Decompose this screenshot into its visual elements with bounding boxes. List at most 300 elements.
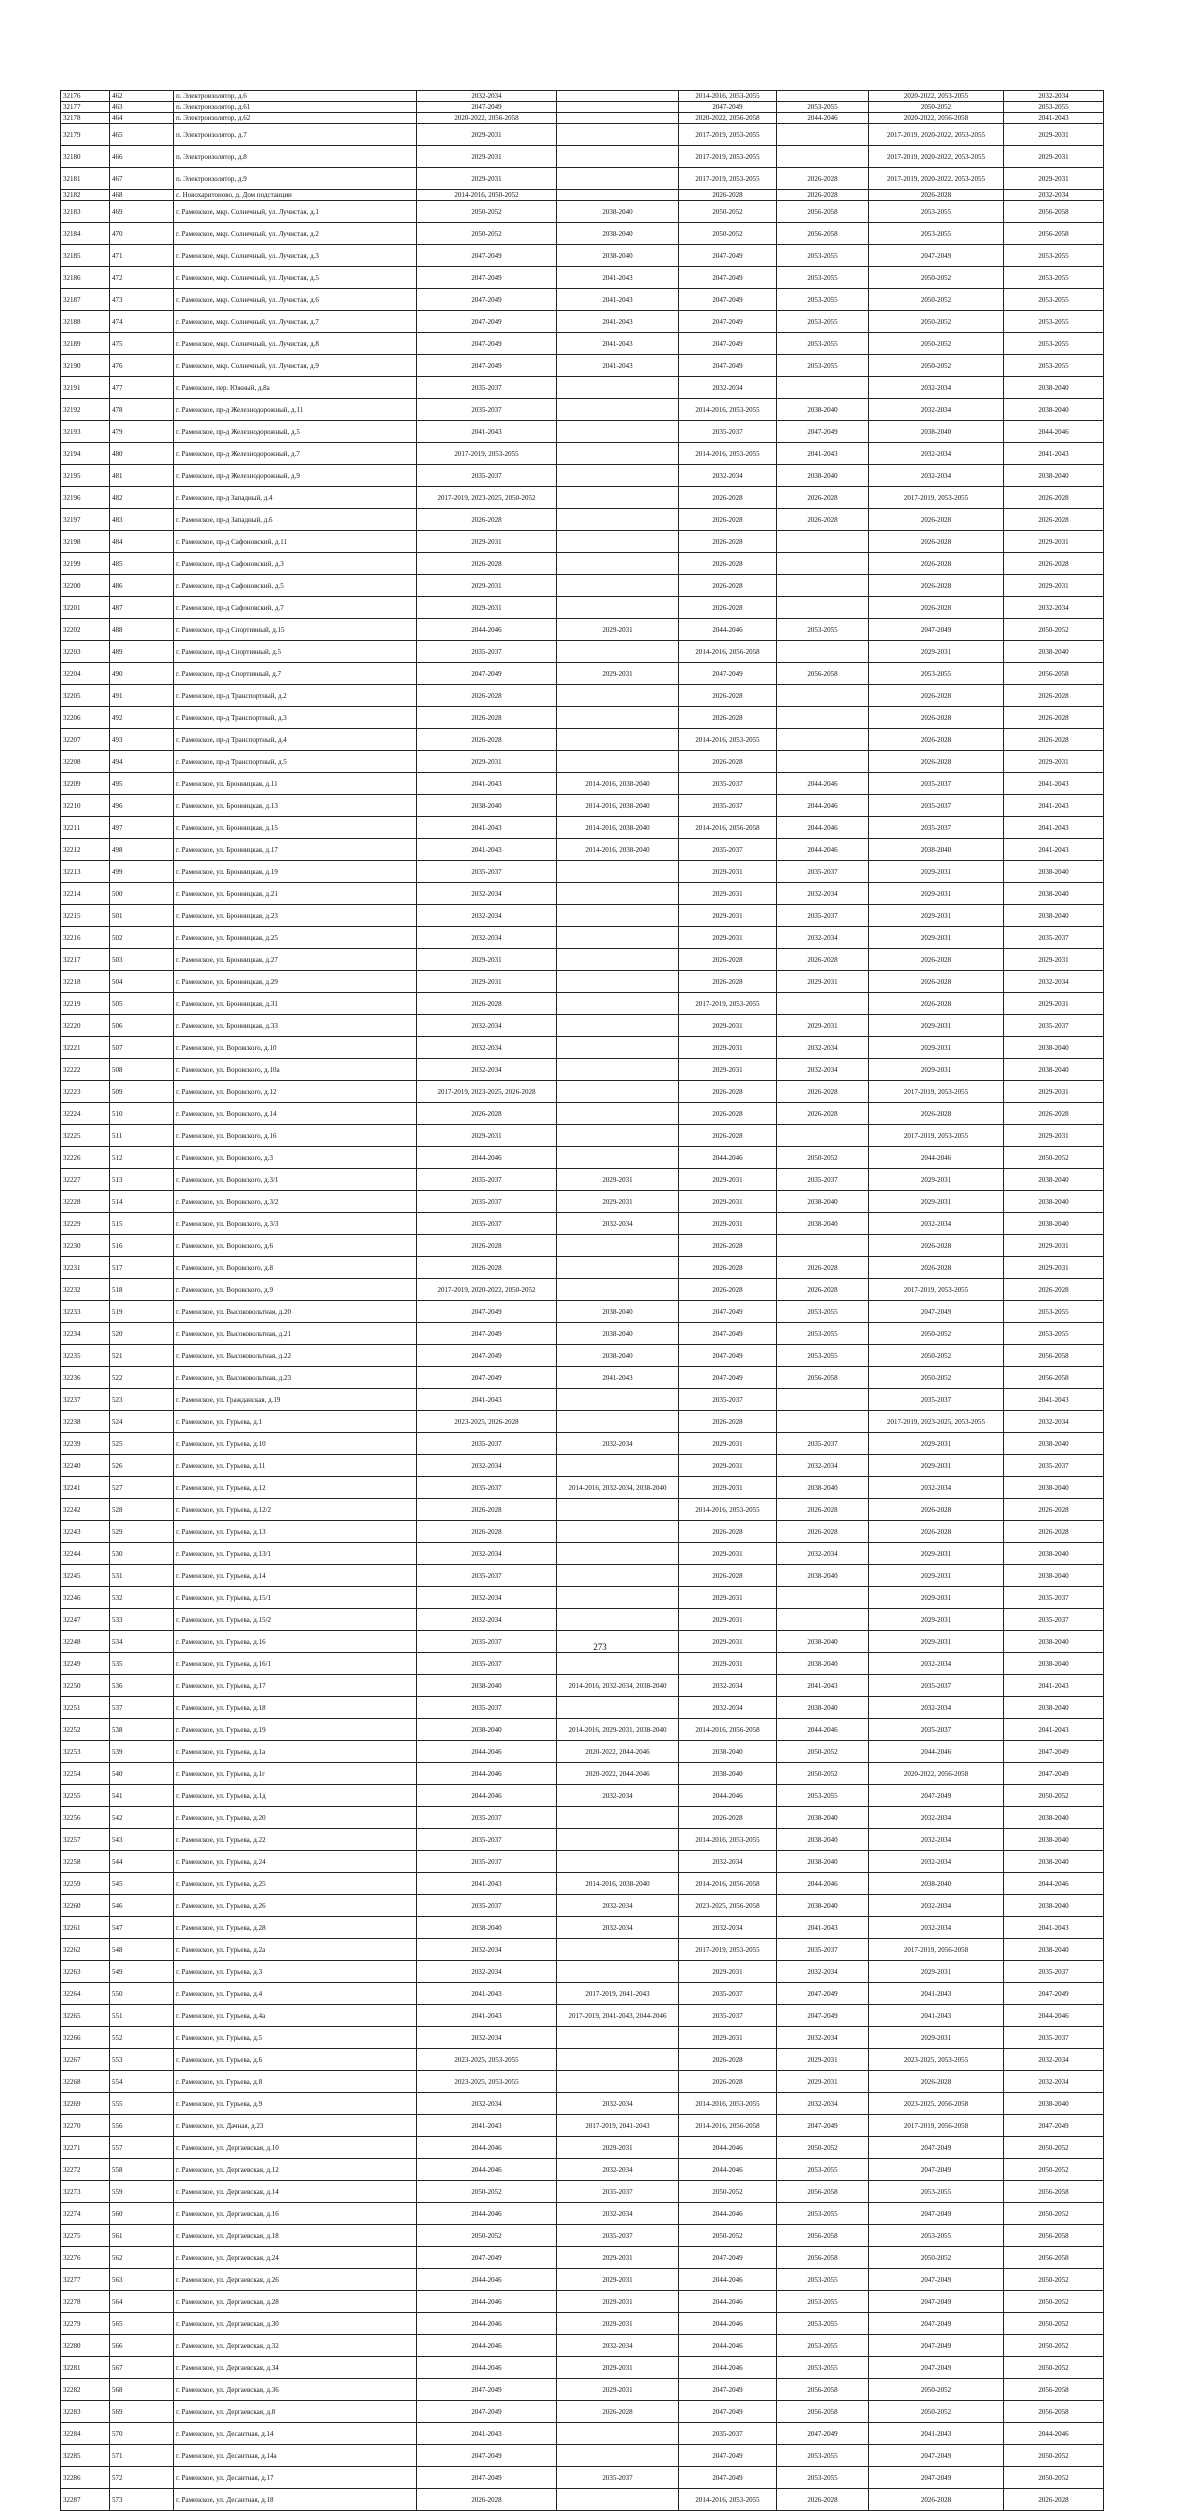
row-number-cell: 32285 [61,2445,110,2467]
address-cell: г. Раменское, ул. Дачная, д.23 [174,2115,417,2137]
period-cell-5: 2020-2022, 2056-2058 [869,1763,1004,1785]
period-cell-1: 2026-2028 [417,729,557,751]
period-cell-2 [557,1279,679,1301]
period-cell-6: 2053-2055 [1004,311,1104,333]
period-cell-3: 2029-2031 [679,1587,777,1609]
table-row [61,443,1104,465]
period-cell-3: 2047-2049 [679,267,777,289]
period-cell-3: 2035-2037 [679,795,777,817]
period-cell-2: 2038-2040 [557,1345,679,1367]
address-cell: с. Новохаритоново, д. Дом подстанции [174,190,417,201]
period-cell-2 [557,1521,679,1543]
period-cell-1: 2038-2040 [417,1917,557,1939]
period-cell-4: 2044-2046 [777,1719,869,1741]
period-cell-1: 2032-2034 [417,1455,557,1477]
item-number-cell: 544 [110,1851,174,1873]
period-cell-2: 2032-2034 [557,2159,679,2181]
period-cell-1: 2044-2046 [417,1147,557,1169]
row-number-cell: 32186 [61,267,110,289]
period-cell-3: 2044-2046 [679,1147,777,1169]
period-cell-1: 2029-2031 [417,575,557,597]
table-row [61,333,1104,355]
table-row [61,1433,1104,1455]
period-cell-5: 2026-2028 [869,531,1004,553]
period-cell-1: 2047-2049 [417,2401,557,2423]
address-cell: г. Раменское, мкр. Солнечный, ул. Лучистая, д.6 [174,289,417,311]
row-number-cell: 32228 [61,1191,110,1213]
row-number-cell: 32227 [61,1169,110,1191]
address-cell: г. Раменское, пр-д Западный, д.4 [174,487,417,509]
period-cell-4: 2038-2040 [777,1697,869,1719]
row-number-cell: 32221 [61,1037,110,1059]
period-cell-2 [557,102,679,113]
period-cell-2: 2014-2016, 2038-2040 [557,1873,679,1895]
period-cell-6: 2041-2043 [1004,1719,1104,1741]
row-number-cell: 32233 [61,1301,110,1323]
period-cell-1: 2047-2049 [417,2445,557,2467]
period-cell-2 [557,597,679,619]
period-cell-5: 2029-2031 [869,1609,1004,1631]
period-cell-2: 2041-2043 [557,355,679,377]
period-cell-6: 2029-2031 [1004,531,1104,553]
address-cell: г. Раменское, ул. Бронницкая, д.15 [174,817,417,839]
table-row [61,91,1104,102]
table-row [61,531,1104,553]
period-cell-6: 2038-2040 [1004,861,1104,883]
table-row [61,1323,1104,1345]
period-cell-5: 2026-2028 [869,190,1004,201]
item-number-cell: 499 [110,861,174,883]
period-cell-6: 2050-2052 [1004,2203,1104,2225]
table-row [61,2247,1104,2269]
period-cell-2 [557,2489,679,2511]
row-number-cell: 32235 [61,1345,110,1367]
period-cell-1: 2035-2037 [417,1433,557,1455]
period-cell-4: 2044-2046 [777,1873,869,1895]
item-number-cell: 474 [110,311,174,333]
period-cell-5: 2029-2031 [869,1169,1004,1191]
table-row [61,1279,1104,1301]
period-cell-4: 2032-2034 [777,2027,869,2049]
period-cell-4: 2038-2040 [777,1631,869,1653]
period-cell-6: 2026-2028 [1004,1499,1104,1521]
address-cell: г. Раменское, ул. Бронницкая, д.19 [174,861,417,883]
period-cell-5: 2032-2034 [869,377,1004,399]
period-cell-6: 2038-2040 [1004,1807,1104,1829]
row-number-cell: 32222 [61,1059,110,1081]
period-cell-1: 2032-2034 [417,1961,557,1983]
period-cell-5: 2017-2019, 2023-2025, 2053-2055 [869,1411,1004,1433]
period-cell-1: 2017-2019, 2023-2025, 2026-2028 [417,1081,557,1103]
period-cell-1: 2035-2037 [417,1565,557,1587]
period-cell-6: 2056-2058 [1004,2181,1104,2203]
period-cell-6: 2056-2058 [1004,663,1104,685]
item-number-cell: 558 [110,2159,174,2181]
period-cell-5: 2050-2052 [869,311,1004,333]
period-cell-1: 2026-2028 [417,1257,557,1279]
period-cell-6: 2056-2058 [1004,2379,1104,2401]
period-cell-4 [777,707,869,729]
item-number-cell: 468 [110,190,174,201]
period-cell-3: 2032-2034 [679,1697,777,1719]
period-cell-2 [557,1081,679,1103]
row-number-cell: 32205 [61,685,110,707]
period-cell-6: 2026-2028 [1004,707,1104,729]
period-cell-3: 2035-2037 [679,773,777,795]
period-cell-5: 2026-2028 [869,729,1004,751]
period-cell-4: 2038-2040 [777,1191,869,1213]
period-cell-4: 2053-2055 [777,355,869,377]
period-cell-4: 2053-2055 [777,1345,869,1367]
address-cell: г. Раменское, мкр. Солнечный, ул. Лучистая, д.3 [174,245,417,267]
row-number-cell: 32229 [61,1213,110,1235]
item-number-cell: 560 [110,2203,174,2225]
period-cell-1: 2029-2031 [417,751,557,773]
period-cell-4: 2053-2055 [777,2467,869,2489]
table-row [61,124,1104,146]
item-number-cell: 476 [110,355,174,377]
period-cell-1: 2041-2043 [417,1873,557,1895]
period-cell-3: 2026-2028 [679,971,777,993]
item-number-cell: 526 [110,1455,174,1477]
period-cell-4: 2053-2055 [777,1301,869,1323]
table-row [61,2379,1104,2401]
period-cell-2 [557,1587,679,1609]
table-row [61,2225,1104,2247]
period-cell-3: 2026-2028 [679,751,777,773]
period-cell-1: 2035-2037 [417,1213,557,1235]
period-cell-4: 2056-2058 [777,2181,869,2203]
period-cell-3: 2017-2019, 2053-2055 [679,146,777,168]
period-cell-4: 2026-2028 [777,190,869,201]
item-number-cell: 533 [110,1609,174,1631]
table-row [61,1587,1104,1609]
row-number-cell: 32282 [61,2379,110,2401]
period-cell-2 [557,1565,679,1587]
period-cell-6: 2026-2028 [1004,553,1104,575]
period-cell-6: 2056-2058 [1004,2225,1104,2247]
period-cell-6: 2026-2028 [1004,1279,1104,1301]
period-cell-2 [557,1125,679,1147]
period-cell-5: 2047-2049 [869,2335,1004,2357]
period-cell-6: 2050-2052 [1004,2467,1104,2489]
period-cell-2: 2032-2034 [557,2203,679,2225]
period-cell-2 [557,1235,679,1257]
row-number-cell: 32212 [61,839,110,861]
period-cell-1: 2035-2037 [417,1191,557,1213]
period-cell-6: 2026-2028 [1004,729,1104,751]
item-number-cell: 541 [110,1785,174,1807]
row-number-cell: 32250 [61,1675,110,1697]
period-cell-2: 2032-2034 [557,1917,679,1939]
period-cell-6: 2035-2037 [1004,2027,1104,2049]
period-cell-5: 2041-2043 [869,2005,1004,2027]
row-number-cell: 32204 [61,663,110,685]
period-cell-2: 2014-2016, 2038-2040 [557,817,679,839]
period-cell-5: 2026-2028 [869,971,1004,993]
period-cell-4: 2053-2055 [777,1785,869,1807]
row-number-cell: 32214 [61,883,110,905]
period-cell-2: 2029-2031 [557,2357,679,2379]
address-cell: г. Раменское, ул. Бронницкая, д.23 [174,905,417,927]
period-cell-3: 2026-2028 [679,1103,777,1125]
item-number-cell: 475 [110,333,174,355]
period-cell-1: 2044-2046 [417,1785,557,1807]
item-number-cell: 503 [110,949,174,971]
period-cell-6: 2032-2034 [1004,190,1104,201]
item-number-cell: 549 [110,1961,174,1983]
period-cell-3: 2029-2031 [679,1477,777,1499]
table-row [61,1213,1104,1235]
item-number-cell: 480 [110,443,174,465]
address-cell: г. Раменское, ул. Гурьева, д.13/1 [174,1543,417,1565]
period-cell-5: 2017-2019, 2020-2022, 2053-2055 [869,146,1004,168]
period-cell-3: 2014-2016, 2053-2055 [679,91,777,102]
period-cell-5: 2026-2028 [869,2071,1004,2093]
table-row [61,355,1104,377]
table-row [61,2423,1104,2445]
address-cell: г. Раменское, ул. Дергаевская, д.36 [174,2379,417,2401]
period-cell-2 [557,641,679,663]
table-row [61,1829,1104,1851]
row-number-cell: 32257 [61,1829,110,1851]
item-number-cell: 478 [110,399,174,421]
address-cell: г. Раменское, ул. Дергаевская, д.28 [174,2291,417,2313]
period-cell-6: 2044-2046 [1004,421,1104,443]
period-cell-6: 2032-2034 [1004,1411,1104,1433]
row-number-cell: 32266 [61,2027,110,2049]
period-cell-3: 2035-2037 [679,1389,777,1411]
period-cell-2: 2035-2037 [557,2225,679,2247]
table-row [61,113,1104,124]
item-number-cell: 540 [110,1763,174,1785]
period-cell-6: 2041-2043 [1004,113,1104,124]
item-number-cell: 513 [110,1169,174,1191]
period-cell-4: 2026-2028 [777,1521,869,1543]
row-number-cell: 32286 [61,2467,110,2489]
period-cell-5: 2029-2031 [869,1433,1004,1455]
table-row [61,2489,1104,2511]
row-number-cell: 32287 [61,2489,110,2511]
period-cell-4: 2056-2058 [777,663,869,685]
period-cell-4: 2053-2055 [777,2203,869,2225]
table-row [61,2093,1104,2115]
period-cell-1: 2032-2034 [417,883,557,905]
period-cell-4: 2050-2052 [777,1147,869,1169]
address-cell: г. Раменское, ул. Гурьева, д.25 [174,1873,417,1895]
period-cell-1: 2032-2034 [417,927,557,949]
period-cell-4: 2032-2034 [777,927,869,949]
period-cell-6: 2038-2040 [1004,1829,1104,1851]
period-cell-2 [557,146,679,168]
period-cell-6: 2050-2052 [1004,2335,1104,2357]
item-number-cell: 547 [110,1917,174,1939]
item-number-cell: 488 [110,619,174,641]
period-cell-5: 2053-2055 [869,223,1004,245]
table-row [61,223,1104,245]
address-cell: г. Раменское, пр-д Спортивный, д.5 [174,641,417,663]
period-cell-2: 2029-2031 [557,2379,679,2401]
period-cell-3: 2047-2049 [679,663,777,685]
item-number-cell: 465 [110,124,174,146]
period-cell-1: 2035-2037 [417,1477,557,1499]
period-cell-5: 2044-2046 [869,1741,1004,1763]
period-cell-4: 2035-2037 [777,1939,869,1961]
period-cell-3: 2035-2037 [679,2005,777,2027]
period-cell-1: 2041-2043 [417,2005,557,2027]
period-cell-4: 2035-2037 [777,1169,869,1191]
period-cell-3: 2026-2028 [679,509,777,531]
period-cell-5: 2047-2049 [869,2137,1004,2159]
period-cell-4: 2053-2055 [777,267,869,289]
period-cell-1: 2035-2037 [417,465,557,487]
period-cell-3: 2026-2028 [679,1279,777,1301]
period-cell-3: 2026-2028 [679,1257,777,1279]
period-cell-1: 2026-2028 [417,707,557,729]
row-number-cell: 32267 [61,2049,110,2071]
address-cell: г. Раменское, ул. Высоковольтная, д.21 [174,1323,417,1345]
period-cell-4: 2038-2040 [777,465,869,487]
period-cell-2 [557,1389,679,1411]
item-number-cell: 508 [110,1059,174,1081]
table-row [61,201,1104,223]
address-cell: г. Раменское, ул. Гурьева, д.1а [174,1741,417,1763]
period-cell-3: 2014-2016, 2053-2055 [679,399,777,421]
address-cell: г. Раменское, ул. Дергаевская, д.26 [174,2269,417,2291]
address-cell: г. Раменское, пр-д Сафоновский, д.7 [174,597,417,619]
item-number-cell: 483 [110,509,174,531]
row-number-cell: 32277 [61,2269,110,2291]
address-cell: г. Раменское, ул. Гурьева, д.20 [174,1807,417,1829]
period-cell-1: 2047-2049 [417,663,557,685]
period-cell-5: 2047-2049 [869,2357,1004,2379]
period-cell-4: 2029-2031 [777,2071,869,2093]
table-row [61,1059,1104,1081]
period-cell-1: 2035-2037 [417,861,557,883]
row-number-cell: 32183 [61,201,110,223]
period-cell-6: 2050-2052 [1004,2357,1104,2379]
housing-repair-schedule-table [60,90,1104,2511]
table-row [61,2027,1104,2049]
address-cell: г. Раменское, ул. Гурьева, д.16/1 [174,1653,417,1675]
table-row [61,2401,1104,2423]
period-cell-5: 2026-2028 [869,993,1004,1015]
period-cell-4: 2035-2037 [777,905,869,927]
period-cell-5: 2029-2031 [869,1587,1004,1609]
address-cell: г. Раменское, ул. Бронницкая, д.21 [174,883,417,905]
period-cell-5: 2017-2019, 2053-2055 [869,1279,1004,1301]
period-cell-2: 2041-2043 [557,311,679,333]
item-number-cell: 569 [110,2401,174,2423]
period-cell-6: 2035-2037 [1004,1455,1104,1477]
period-cell-5: 2026-2028 [869,949,1004,971]
period-cell-5: 2029-2031 [869,2027,1004,2049]
period-cell-1: 2044-2046 [417,619,557,641]
item-number-cell: 537 [110,1697,174,1719]
period-cell-5: 2017-2019, 2056-2058 [869,1939,1004,1961]
period-cell-2 [557,1147,679,1169]
address-cell: г. Раменское, ул. Десантная, д.14 [174,2423,417,2445]
row-number-cell: 32246 [61,1587,110,1609]
period-cell-6: 2029-2031 [1004,1125,1104,1147]
period-cell-1: 2035-2037 [417,1631,557,1653]
period-cell-3: 2014-2016, 2053-2055 [679,1499,777,1521]
period-cell-6: 2038-2040 [1004,1851,1104,1873]
address-cell: г. Раменское, ул. Гурьева, д.19 [174,1719,417,1741]
item-number-cell: 561 [110,2225,174,2247]
row-number-cell: 32243 [61,1521,110,1543]
period-cell-1: 2026-2028 [417,1499,557,1521]
period-cell-4: 2038-2040 [777,1653,869,1675]
period-cell-5: 2029-2031 [869,1191,1004,1213]
period-cell-5: 2050-2052 [869,102,1004,113]
table-row [61,1455,1104,1477]
period-cell-3: 2026-2028 [679,685,777,707]
item-number-cell: 504 [110,971,174,993]
item-number-cell: 515 [110,1213,174,1235]
address-cell: г. Раменское, ул. Высоковольтная, д.23 [174,1367,417,1389]
period-cell-3: 2032-2034 [679,1675,777,1697]
period-cell-4: 2053-2055 [777,333,869,355]
table-row [61,663,1104,685]
period-cell-1: 2026-2028 [417,553,557,575]
period-cell-5: 2026-2028 [869,1521,1004,1543]
item-number-cell: 573 [110,2489,174,2511]
period-cell-3: 2047-2049 [679,2467,777,2489]
row-number-cell: 32191 [61,377,110,399]
period-cell-4 [777,1587,869,1609]
address-cell: г. Раменское, ул. Гурьева, д.15/2 [174,1609,417,1631]
period-cell-1: 2032-2034 [417,1015,557,1037]
item-number-cell: 495 [110,773,174,795]
address-cell: г. Раменское, пр-д Транспортный, д.5 [174,751,417,773]
period-cell-5: 2047-2049 [869,2203,1004,2225]
period-cell-4: 2047-2049 [777,421,869,443]
period-cell-4: 2047-2049 [777,1983,869,2005]
address-cell: г. Раменское, ул. Десантная, д.18 [174,2489,417,2511]
table-row [61,1169,1104,1191]
row-number-cell: 32230 [61,1235,110,1257]
row-number-cell: 32263 [61,1961,110,1983]
period-cell-6: 2029-2031 [1004,168,1104,190]
period-cell-2: 2041-2043 [557,289,679,311]
period-cell-4: 2032-2034 [777,883,869,905]
period-cell-6: 2032-2034 [1004,91,1104,102]
period-cell-4: 2041-2043 [777,443,869,465]
period-cell-1: 2029-2031 [417,168,557,190]
period-cell-1: 2017-2019, 2023-2025, 2050-2052 [417,487,557,509]
period-cell-3: 2029-2031 [679,1213,777,1235]
period-cell-4: 2056-2058 [777,2401,869,2423]
period-cell-1: 2032-2034 [417,1059,557,1081]
period-cell-1: 2035-2037 [417,1851,557,1873]
row-number-cell: 32254 [61,1763,110,1785]
period-cell-3: 2047-2049 [679,1345,777,1367]
period-cell-4: 2032-2034 [777,1059,869,1081]
address-cell: г. Раменское, ул. Воровского, д.12 [174,1081,417,1103]
period-cell-1: 2029-2031 [417,949,557,971]
address-cell: г. Раменское, ул. Гурьева, д.28 [174,1917,417,1939]
period-cell-6: 2050-2052 [1004,2159,1104,2181]
period-cell-4: 2044-2046 [777,817,869,839]
period-cell-3: 2029-2031 [679,861,777,883]
period-cell-1: 2020-2022, 2056-2058 [417,113,557,124]
table-row [61,1521,1104,1543]
period-cell-6: 2038-2040 [1004,883,1104,905]
period-cell-1: 2047-2049 [417,1345,557,1367]
table-row [61,1741,1104,1763]
address-cell: г. Раменское, ул. Гурьева, д.4а [174,2005,417,2027]
